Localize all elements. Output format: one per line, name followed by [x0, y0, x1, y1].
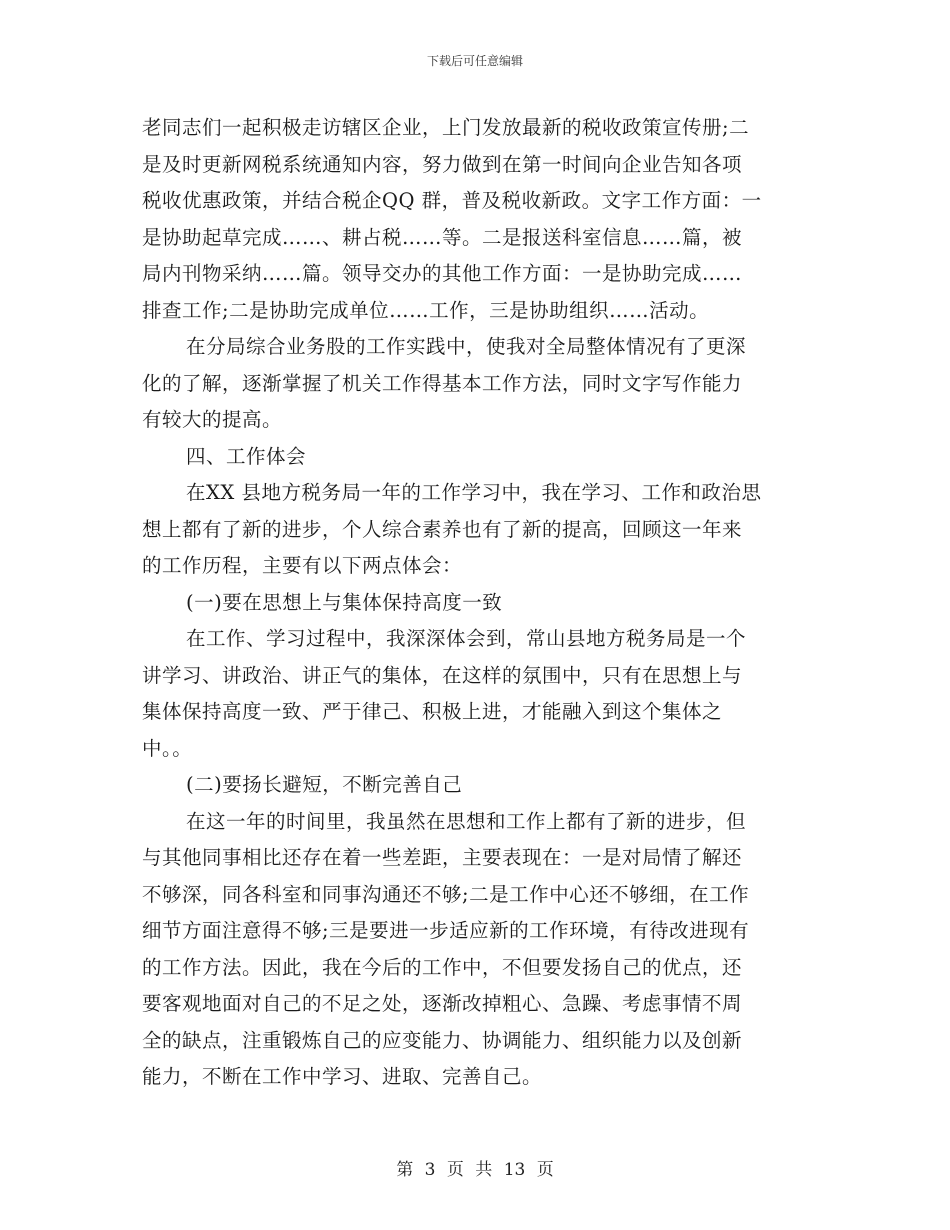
text-line: 在分局综合业务股的工作实践中，使我对全局整体情况有了更深 [186, 335, 747, 358]
text-line: 在XX 县地方税务局一年的工作学习中，我在学习、工作和政治思 [186, 481, 762, 504]
text-line: 是及时更新网税系统通知内容，努力做到在第一时间向企业告知各项 [142, 152, 743, 176]
page-number: 第 3 页 共 13 页 [396, 1160, 554, 1180]
document-body [142, 110, 812, 1096]
text-line: 能力，不断在工作中学习、进取、完善自己。 [142, 1065, 543, 1088]
text-line: 细节方面注意得不够;三是要进一步适应新的工作环境，有待改进现有 [142, 919, 750, 942]
text-line: (一)要在思想上与集体保持高度一致 [186, 590, 503, 614]
text-line: 不够深，同各科室和同事沟通还不够;二是工作中心还不够细，在工作 [142, 882, 750, 906]
text-line: 在这一年的时间里，我虽然在思想和工作上都有了新的进步，但 [186, 809, 747, 833]
text-line: 有较大的提高。 [142, 408, 283, 431]
text-line: 想上都有了新的进步，个人综合素养也有了新的提高，回顾这一年来 [142, 517, 743, 541]
text-line: 讲学习、讲政治、讲正气的集体，在这样的氛围中，只有在思想上与 [142, 663, 743, 687]
text-line: 全的缺点，注重锻炼自己的应变能力、协调能力、组织能力以及创新 [142, 1028, 743, 1052]
text-line: 的工作方法。因此，我在今后的工作中，不但要发扬自己的优点，还 [142, 955, 743, 979]
text-line: 局内刊物采纳……篇。领导交办的其他工作方面：一是协助完成…… [142, 262, 743, 285]
text-line: 老同志们一起积极走访辖区企业，上门发放最新的税收政策宣传册;二 [142, 116, 750, 139]
text-line: 四、工作体会 [186, 444, 307, 468]
page-header: 下载后可任意编辑 [426, 54, 523, 68]
text-line: (二)要扬长避短，不断完善自己 [186, 773, 463, 796]
text-line: 是协助起草完成……、耕占税……等。二是报送科室信息……篇，被 [142, 225, 743, 249]
text-line: 化的了解，逐渐掌握了机关工作得基本工作方法，同时文字写作能力 [142, 371, 743, 395]
text-line: 要客观地面对自己的不足之处，逐渐改掉粗心、急躁、考虑事情不周 [142, 992, 743, 1015]
text-line: 集体保持高度一致、严于律己、积极上进，才能融入到这个集体之 [142, 700, 723, 723]
text-line: 在工作、学习过程中，我深深体会到，常山县地方税务局是一个 [186, 627, 747, 650]
text-line: 排查工作;二是协助完成单位……工作，三是协助组织……活动。 [142, 298, 710, 322]
text-line: 税收优惠政策，并结合税企QQ 群，普及税收新政。文字工作方面：一 [142, 189, 762, 212]
text-line: 中。。 [142, 736, 193, 760]
text-line: 与其他同事相比还存在着一些差距，主要表现在：一是对局情了解还 [142, 846, 743, 869]
text-line: 的工作历程，主要有以下两点体会： [142, 554, 463, 577]
